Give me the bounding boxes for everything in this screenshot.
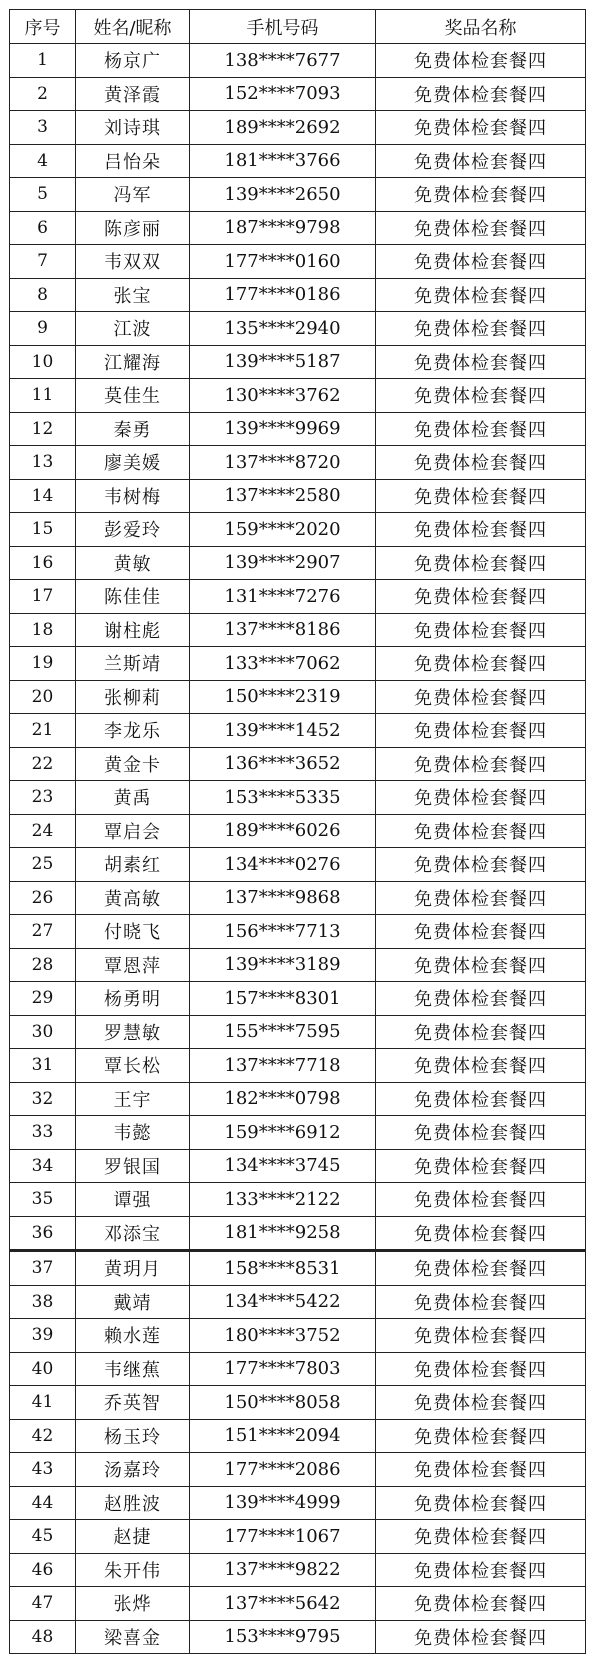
cell-prize: 免费体检套餐四	[376, 1116, 586, 1150]
cell-prize: 免费体检套餐四	[376, 647, 586, 681]
cell-name: 廖美媛	[76, 446, 190, 480]
table-row	[10, 1049, 586, 1083]
cell-index: 14	[10, 479, 76, 513]
table-row	[10, 881, 586, 915]
cell-index: 22	[10, 747, 76, 781]
cell-index: 7	[10, 245, 76, 279]
cell-name: 杨京广	[76, 44, 190, 78]
cell-index: 29	[10, 982, 76, 1016]
cell-phone: 177****7803	[190, 1352, 376, 1386]
cell-index: 46	[10, 1553, 76, 1587]
cell-prize: 免费体检套餐四	[376, 546, 586, 580]
table-body	[10, 44, 586, 1654]
cell-prize: 免费体检套餐四	[376, 1216, 586, 1251]
cell-index: 48	[10, 1620, 76, 1654]
cell-phone: 153****5335	[190, 781, 376, 815]
table-row	[10, 446, 586, 480]
cell-index: 1	[10, 44, 76, 78]
cell-phone: 131****7276	[190, 580, 376, 614]
cell-prize: 免费体检套餐四	[376, 379, 586, 413]
cell-index: 35	[10, 1183, 76, 1217]
table-row	[10, 479, 586, 513]
cell-phone: 137****8186	[190, 613, 376, 647]
cell-prize: 免费体检套餐四	[376, 814, 586, 848]
cell-prize: 免费体检套餐四	[376, 1319, 586, 1353]
table-row	[10, 111, 586, 145]
table-row	[10, 345, 586, 379]
cell-phone: 135****2940	[190, 312, 376, 346]
header-phone: 手机号码	[190, 10, 376, 44]
cell-phone: 181****9258	[190, 1216, 376, 1251]
cell-index: 2	[10, 77, 76, 111]
cell-prize: 免费体检套餐四	[376, 1285, 586, 1319]
cell-phone: 134****0276	[190, 848, 376, 882]
cell-index: 21	[10, 714, 76, 748]
table-row	[10, 1183, 586, 1217]
cell-index: 38	[10, 1285, 76, 1319]
cell-name: 吕怡朵	[76, 144, 190, 178]
cell-phone: 151****2094	[190, 1419, 376, 1453]
cell-phone: 139****2650	[190, 178, 376, 212]
table-row	[10, 613, 586, 647]
cell-index: 13	[10, 446, 76, 480]
table-row	[10, 680, 586, 714]
cell-name: 冯军	[76, 178, 190, 212]
cell-name: 赵捷	[76, 1520, 190, 1554]
cell-phone: 130****3762	[190, 379, 376, 413]
table-row	[10, 948, 586, 982]
cell-prize: 免费体检套餐四	[376, 1082, 586, 1116]
cell-index: 26	[10, 881, 76, 915]
cell-prize: 免费体检套餐四	[376, 982, 586, 1016]
table-row	[10, 1386, 586, 1420]
cell-name: 陈佳佳	[76, 580, 190, 614]
cell-prize: 免费体检套餐四	[376, 580, 586, 614]
cell-name: 张柳莉	[76, 680, 190, 714]
cell-prize: 免费体检套餐四	[376, 178, 586, 212]
cell-index: 34	[10, 1149, 76, 1183]
cell-prize: 免费体检套餐四	[376, 278, 586, 312]
table-row	[10, 781, 586, 815]
table-row	[10, 1149, 586, 1183]
cell-prize: 免费体检套餐四	[376, 848, 586, 882]
cell-phone: 187****9798	[190, 211, 376, 245]
table-row	[10, 278, 586, 312]
cell-name: 谭强	[76, 1183, 190, 1217]
cell-prize: 免费体检套餐四	[376, 479, 586, 513]
cell-prize: 免费体检套餐四	[376, 1453, 586, 1487]
cell-name: 黄高敏	[76, 881, 190, 915]
cell-index: 4	[10, 144, 76, 178]
cell-prize: 免费体检套餐四	[376, 111, 586, 145]
cell-phone: 138****7677	[190, 44, 376, 78]
cell-index: 45	[10, 1520, 76, 1554]
cell-index: 36	[10, 1216, 76, 1251]
table-row	[10, 1015, 586, 1049]
cell-phone: 158****8531	[190, 1251, 376, 1286]
cell-index: 44	[10, 1486, 76, 1520]
cell-phone: 155****7595	[190, 1015, 376, 1049]
cell-phone: 150****2319	[190, 680, 376, 714]
cell-name: 彭爱玲	[76, 513, 190, 547]
cell-prize: 免费体检套餐四	[376, 44, 586, 78]
cell-name: 谢柱彪	[76, 613, 190, 647]
table-row	[10, 647, 586, 681]
cell-index: 10	[10, 345, 76, 379]
cell-phone: 152****7093	[190, 77, 376, 111]
cell-name: 付晓飞	[76, 915, 190, 949]
cell-phone: 137****5642	[190, 1587, 376, 1621]
table-row	[10, 915, 586, 949]
cell-phone: 182****0798	[190, 1082, 376, 1116]
table-row	[10, 312, 586, 346]
table-row	[10, 1319, 586, 1353]
table-row	[10, 178, 586, 212]
cell-phone: 134****5422	[190, 1285, 376, 1319]
cell-index: 8	[10, 278, 76, 312]
cell-prize: 免费体检套餐四	[376, 1520, 586, 1554]
cell-index: 37	[10, 1251, 76, 1286]
cell-name: 杨勇明	[76, 982, 190, 1016]
cell-index: 11	[10, 379, 76, 413]
table-row	[10, 1116, 586, 1150]
cell-index: 3	[10, 111, 76, 145]
cell-name: 韦继蕉	[76, 1352, 190, 1386]
cell-name: 秦勇	[76, 412, 190, 446]
cell-phone: 137****8720	[190, 446, 376, 480]
table-row	[10, 1082, 586, 1116]
cell-index: 32	[10, 1082, 76, 1116]
cell-name: 赖水莲	[76, 1319, 190, 1353]
cell-phone: 189****6026	[190, 814, 376, 848]
cell-index: 41	[10, 1386, 76, 1420]
table-header-row	[10, 10, 586, 44]
cell-index: 39	[10, 1319, 76, 1353]
cell-prize: 免费体检套餐四	[376, 1149, 586, 1183]
cell-name: 黄禹	[76, 781, 190, 815]
cell-name: 胡素红	[76, 848, 190, 882]
cell-phone: 159****2020	[190, 513, 376, 547]
cell-prize: 免费体检套餐四	[376, 1015, 586, 1049]
cell-name: 覃长松	[76, 1049, 190, 1083]
cell-phone: 139****4999	[190, 1486, 376, 1520]
cell-prize: 免费体检套餐四	[376, 1587, 586, 1621]
cell-prize: 免费体检套餐四	[376, 1620, 586, 1654]
cell-index: 25	[10, 848, 76, 882]
cell-name: 黄玥月	[76, 1251, 190, 1286]
cell-prize: 免费体检套餐四	[376, 312, 586, 346]
cell-index: 17	[10, 580, 76, 614]
table-row	[10, 546, 586, 580]
table-row	[10, 982, 586, 1016]
cell-name: 邓添宝	[76, 1216, 190, 1251]
cell-prize: 免费体检套餐四	[376, 915, 586, 949]
cell-index: 12	[10, 412, 76, 446]
cell-prize: 免费体检套餐四	[376, 446, 586, 480]
cell-index: 27	[10, 915, 76, 949]
table-row	[10, 1352, 586, 1386]
cell-prize: 免费体检套餐四	[376, 747, 586, 781]
cell-name: 罗慧敏	[76, 1015, 190, 1049]
cell-prize: 免费体检套餐四	[376, 881, 586, 915]
cell-prize: 免费体检套餐四	[376, 714, 586, 748]
table-row	[10, 144, 586, 178]
cell-phone: 177****0186	[190, 278, 376, 312]
cell-index: 47	[10, 1587, 76, 1621]
cell-prize: 免费体检套餐四	[376, 245, 586, 279]
table-row	[10, 714, 586, 748]
cell-index: 42	[10, 1419, 76, 1453]
table-row	[10, 1486, 586, 1520]
table-row	[10, 211, 586, 245]
cell-index: 16	[10, 546, 76, 580]
cell-prize: 免费体检套餐四	[376, 144, 586, 178]
table-row	[10, 1520, 586, 1554]
cell-name: 罗银国	[76, 1149, 190, 1183]
cell-index: 15	[10, 513, 76, 547]
cell-prize: 免费体检套餐四	[376, 781, 586, 815]
winners-table	[9, 9, 586, 1654]
cell-index: 20	[10, 680, 76, 714]
cell-index: 24	[10, 814, 76, 848]
cell-phone: 137****9822	[190, 1553, 376, 1587]
cell-phone: 139****2907	[190, 546, 376, 580]
cell-prize: 免费体检套餐四	[376, 1352, 586, 1386]
table-row	[10, 848, 586, 882]
table-row	[10, 44, 586, 78]
table-row	[10, 513, 586, 547]
cell-name: 黄泽霞	[76, 77, 190, 111]
cell-phone: 133****2122	[190, 1183, 376, 1217]
table-row	[10, 379, 586, 413]
cell-index: 31	[10, 1049, 76, 1083]
cell-index: 19	[10, 647, 76, 681]
cell-phone: 139****1452	[190, 714, 376, 748]
cell-name: 覃恩萍	[76, 948, 190, 982]
cell-name: 黄敏	[76, 546, 190, 580]
cell-phone: 133****7062	[190, 647, 376, 681]
cell-prize: 免费体检套餐四	[376, 680, 586, 714]
cell-phone: 150****8058	[190, 1386, 376, 1420]
cell-index: 9	[10, 312, 76, 346]
table-row	[10, 1216, 586, 1251]
table-row	[10, 1453, 586, 1487]
cell-prize: 免费体检套餐四	[376, 513, 586, 547]
cell-prize: 免费体检套餐四	[376, 345, 586, 379]
cell-name: 黄金卡	[76, 747, 190, 781]
header-name: 姓名/昵称	[76, 10, 190, 44]
cell-name: 张宝	[76, 278, 190, 312]
cell-prize: 免费体检套餐四	[376, 1486, 586, 1520]
table-row	[10, 245, 586, 279]
cell-prize: 免费体检套餐四	[376, 1386, 586, 1420]
table-row	[10, 1285, 586, 1319]
cell-name: 江波	[76, 312, 190, 346]
cell-index: 33	[10, 1116, 76, 1150]
cell-prize: 免费体检套餐四	[376, 1183, 586, 1217]
cell-index: 28	[10, 948, 76, 982]
cell-phone: 137****7718	[190, 1049, 376, 1083]
cell-phone: 159****6912	[190, 1116, 376, 1150]
header-prize: 奖品名称	[376, 10, 586, 44]
cell-name: 刘诗琪	[76, 111, 190, 145]
cell-phone: 180****3752	[190, 1319, 376, 1353]
cell-phone: 134****3745	[190, 1149, 376, 1183]
cell-phone: 189****2692	[190, 111, 376, 145]
cell-name: 陈彦丽	[76, 211, 190, 245]
cell-prize: 免费体检套餐四	[376, 1049, 586, 1083]
cell-name: 杨玉玲	[76, 1419, 190, 1453]
cell-phone: 137****9868	[190, 881, 376, 915]
cell-name: 兰斯靖	[76, 647, 190, 681]
table-row	[10, 747, 586, 781]
cell-name: 王宇	[76, 1082, 190, 1116]
cell-prize: 免费体检套餐四	[376, 613, 586, 647]
cell-name: 莫佳生	[76, 379, 190, 413]
cell-name: 江耀海	[76, 345, 190, 379]
cell-name: 韦懿	[76, 1116, 190, 1150]
cell-prize: 免费体检套餐四	[376, 1553, 586, 1587]
table-row	[10, 412, 586, 446]
cell-name: 韦树梅	[76, 479, 190, 513]
cell-name: 李龙乐	[76, 714, 190, 748]
cell-phone: 177****2086	[190, 1453, 376, 1487]
cell-index: 30	[10, 1015, 76, 1049]
cell-index: 18	[10, 613, 76, 647]
cell-prize: 免费体检套餐四	[376, 1251, 586, 1286]
cell-phone: 153****9795	[190, 1620, 376, 1654]
cell-name: 梁喜金	[76, 1620, 190, 1654]
cell-prize: 免费体检套餐四	[376, 948, 586, 982]
cell-name: 戴靖	[76, 1285, 190, 1319]
cell-name: 汤嘉玲	[76, 1453, 190, 1487]
header-index: 序号	[10, 10, 76, 44]
cell-name: 韦双双	[76, 245, 190, 279]
table-row	[10, 1419, 586, 1453]
cell-phone: 136****3652	[190, 747, 376, 781]
table-row	[10, 1251, 586, 1286]
cell-index: 43	[10, 1453, 76, 1487]
cell-prize: 免费体检套餐四	[376, 1419, 586, 1453]
table-row	[10, 1620, 586, 1654]
table-row	[10, 1587, 586, 1621]
cell-phone: 177****1067	[190, 1520, 376, 1554]
cell-index: 40	[10, 1352, 76, 1386]
table-row	[10, 77, 586, 111]
cell-name: 朱开伟	[76, 1553, 190, 1587]
table-row	[10, 814, 586, 848]
cell-phone: 157****8301	[190, 982, 376, 1016]
cell-phone: 139****5187	[190, 345, 376, 379]
cell-name: 覃启会	[76, 814, 190, 848]
cell-prize: 免费体检套餐四	[376, 77, 586, 111]
cell-index: 5	[10, 178, 76, 212]
cell-phone: 177****0160	[190, 245, 376, 279]
table-row	[10, 1553, 586, 1587]
cell-phone: 181****3766	[190, 144, 376, 178]
cell-prize: 免费体检套餐四	[376, 412, 586, 446]
cell-index: 6	[10, 211, 76, 245]
table-row	[10, 580, 586, 614]
cell-phone: 139****3189	[190, 948, 376, 982]
cell-prize: 免费体检套餐四	[376, 211, 586, 245]
cell-name: 赵胜波	[76, 1486, 190, 1520]
cell-phone: 156****7713	[190, 915, 376, 949]
cell-name: 乔英智	[76, 1386, 190, 1420]
cell-index: 23	[10, 781, 76, 815]
cell-name: 张烨	[76, 1587, 190, 1621]
cell-phone: 137****2580	[190, 479, 376, 513]
cell-phone: 139****9969	[190, 412, 376, 446]
